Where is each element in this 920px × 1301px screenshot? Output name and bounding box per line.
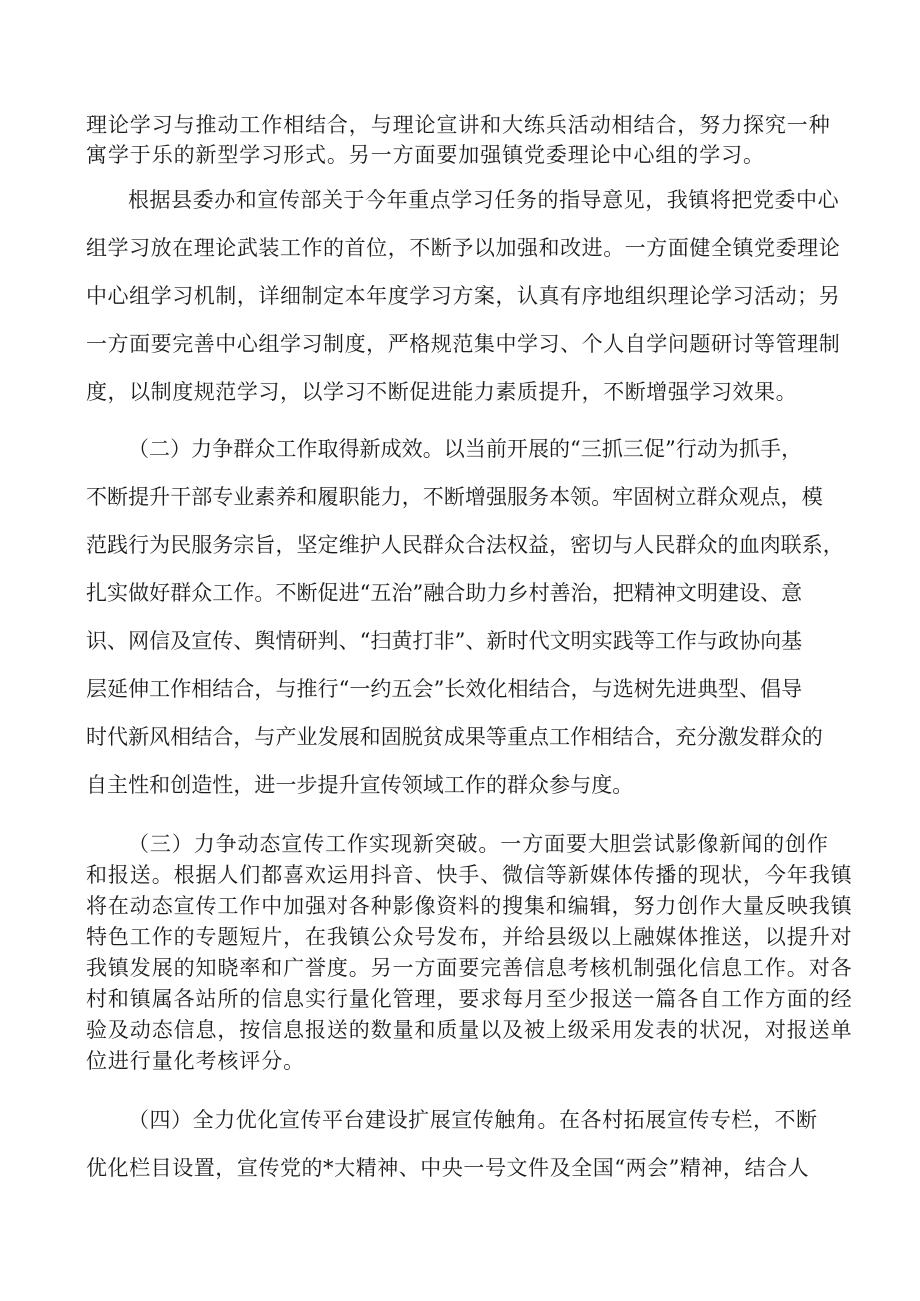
text-line: 扎实做好群众工作。不断促进“五治”融合助力乡村善治，把精神文明建设、意: [86, 581, 803, 605]
text-line: 识、网信及宣传、舆情研判、“扫黄打非”、新时代文明实践等工作与政协向基: [86, 629, 803, 653]
text-line: 村和镇属各站所的信息实行量化管理，要求每月至少报送一篇各自工作方面的经: [86, 987, 853, 1011]
text-line: 自主性和创造性，进一步提升宣传领域工作的群众参与度。: [86, 773, 634, 797]
text-line: 范践行为民服务宗旨，坚定维护人民群众合法权益，密切与人民群众的血肉联系，: [86, 533, 844, 557]
text-line: 验及动态信息，按信息报送的数量和质量以及被上级采用发表的状况，对报送单: [86, 1018, 853, 1042]
text-line: （四）全力优化宣传平台建设扩展宣传触角。在各村拓展宣传专栏，不断: [128, 1108, 818, 1132]
text-line: 根据县委办和宣传部关于今年重点学习任务的指导意见，我镇将把党委中心: [128, 188, 840, 212]
text-line: 优化栏目设置，宣传党的*大精神、中央一号文件及全国“两会”精神，结合人: [86, 1156, 810, 1180]
text-line: 理论学习与推动工作相结合，与理论宣讲和大练兵活动相结合，努力探究一种: [86, 113, 831, 137]
text-line: 层延伸工作相结合，与推行“一约五会”长效化相结合，与选树先进典型、倡导: [86, 677, 803, 701]
text-line: 我镇发展的知晓率和广誉度。另一方面要完善信息考核机制强化信息工作。对各: [86, 956, 853, 980]
text-line: 一方面要完善中心组学习制度，严格规范集中学习、个人自学问题研讨等管理制: [86, 332, 841, 356]
text-line: 度，以制度规范学习，以学习不断促进能力素质提升，不断增强学习效果。: [86, 380, 798, 404]
text-line: 中心组学习机制，详细制定本年度学习方案，认真有序地组织理论学习活动；另: [86, 284, 841, 308]
text-line: 不断提升干部专业素养和履职能力，不断增强服务本领。牢固树立群众观点，模: [86, 485, 823, 509]
text-line: 特色工作的专题短片，在我镇公众号发布，并给县级以上融媒体推送，以提升对: [86, 925, 853, 949]
text-line: 位进行量化考核评分。: [86, 1049, 305, 1073]
text-line: 组学习放在理论武装工作的首位，不断予以加强和改进。一方面健全镇党委理论: [86, 236, 841, 260]
text-line: 和报送。根据人们都喜欢运用抖音、快手、微信等新媒体传播的现状，今年我镇: [86, 863, 853, 887]
text-line: （二）力争群众工作取得新成效。以当前开展的“三抓三促”行动为抓手，: [128, 437, 803, 461]
text-line: 将在动态宣传工作中加强对各种影像资料的搜集和编辑，努力创作大量反映我镇: [86, 894, 853, 918]
text-line: 寓学于乐的新型学习形式。另一方面要加强镇党委理论中心组的学习。: [86, 143, 765, 167]
text-line: 时代新风相结合，与产业发展和固脱贫成果等重点工作相结合，充分激发群众的: [86, 725, 823, 749]
text-line: （三）力争动态宣传工作实现新突破。一方面要大胆尝试影像新闻的创作: [128, 832, 829, 856]
